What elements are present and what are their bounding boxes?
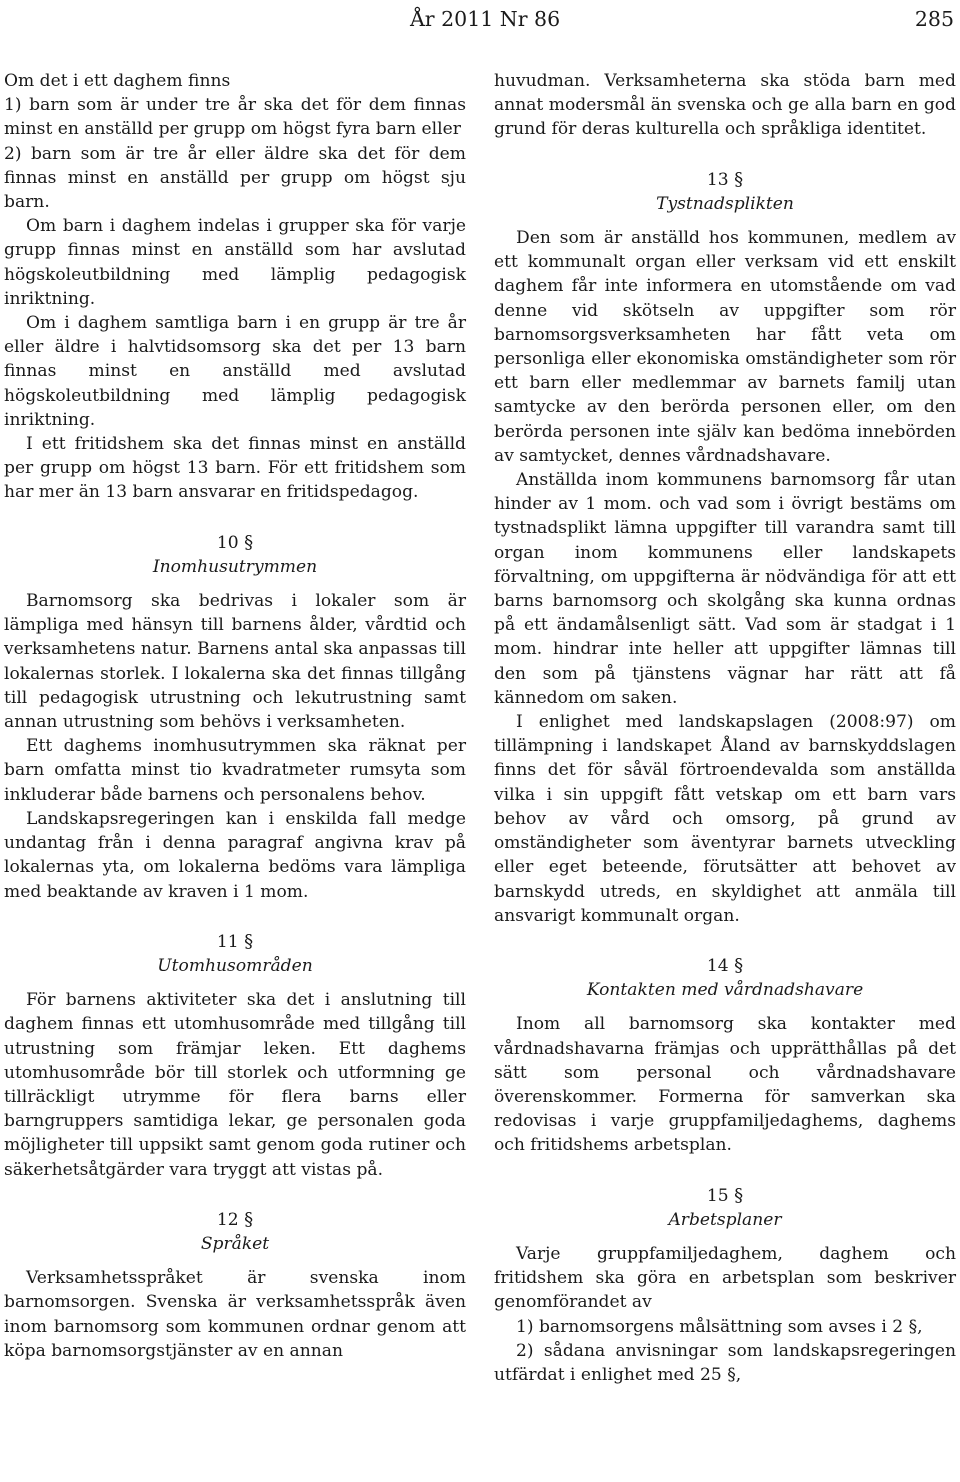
paragraph: Den som är anställd hos kommunen, medlem av ett kommunalt organ eller verksam vid ett enskilt daghem får inte informera en utomstående om vad denne vid skötseln av uppgifter som rör barnomsorgsverksamheten har fått veta om personliga eller ekonomiska omständigheter som rör ett barn eller medlemmar av barnets familj utan samtycke av den berörda personen eller, om den berörda personen inte själv kan bedöma innebörden av samtycket, dennes vårdnadshavare. [494, 228, 956, 466]
paragraph: 1) barn som är under tre år ska det för dem finnas minst en anställd per grupp om högst fyra barn eller [4, 95, 466, 140]
paragraph: Om i daghem samtliga barn i en grupp är tre år eller äldre i halvtidsomsorg ska det per 13 barn finnas minst en anställd med avslutad högskoleutbildning med lämplig pedagogisk inriktning. [4, 313, 466, 430]
section-title: Språket [200, 1233, 270, 1254]
running-title: År 2011 Nr 86 [410, 7, 561, 31]
paragraph: Landskapsregeringen kan i enskilda fall medge undantag från i denna paragraf angivna krav på lokalernas yta, om lokalerna bedöms vara lämpliga med beaktande av kraven i 1 mom. [4, 808, 466, 902]
paragraph: huvudman. Verksamheterna ska stöda barn med annat modersmål än svenska och ge alla barn en god grund för deras kulturella och språkliga identitet. [494, 71, 956, 140]
section-number: 10 [216, 532, 239, 553]
section-sign-icon: § [734, 954, 744, 976]
paragraph: Verksamhetsspråket är svenska inom barnomsorgen. Svenska är verksamhetsspråk även inom barnomsorg som kommunen ordnar genom att köpa barnomsorgstjänster av en annan [4, 1268, 466, 1361]
section-sign-icon: § [244, 1208, 254, 1230]
section-number: 15 [706, 1185, 729, 1206]
list-item: 1) barnomsorgens målsättning som avses i 2 §, [516, 1316, 923, 1337]
page-header [0, 6, 960, 32]
section-title: Arbetsplaner [668, 1209, 782, 1230]
section-number: 13 [706, 169, 729, 190]
section-title: Inomhusutrymmen [152, 556, 318, 577]
section-heading-15 [494, 1184, 956, 1208]
paragraph: 2) barn som är tre år eller äldre ska det för dem finnas minst en anställd per grupp om högst sju barn. [4, 143, 466, 213]
section-number: 11 [216, 931, 239, 952]
section-title: Kontakten med vårdnadshavare [586, 980, 864, 1001]
paragraph: Om det i ett daghem finns [4, 71, 231, 91]
paragraph: För barnens aktiviteter ska det i anslutning till daghem finnas ett utomhusområde med tillgång till utrustning som främjar leken. Ett daghems utomhusområde bör till storlek och utformning ge tillräckligt utrymme för flera barns eller barngruppers samtidiga lekar, ge personalen goda möjligheter till uppsikt samt genom goda rutiner och säkerhetsåtgärder vara tryggt att vistas på. [4, 990, 466, 1180]
section-title: Utomhusområden [157, 955, 313, 976]
right-column [494, 69, 956, 1387]
section-title: Tystnadsplikten [656, 193, 794, 214]
paragraph: I enlighet med landskapslagen (2008:97) om tillämpning i landskapet Åland av barnskyddslagen finns det för såväl förtroendevalda som anställda vilka i sin uppgift fått vetskap om ett barn vars behov av vård och omsorg, på grund av omständigheter som äventyrar barnets utveckling eller eget beteende, förutsätter att behovet av barnskydd utreds, en skyldighet att anmäla till ansvarigt kommunalt organ. [494, 712, 956, 926]
section-sign-icon: § [734, 168, 744, 190]
paragraph: Om barn i daghem indelas i grupper ska för varje grupp finnas minst en anställd som har avslutad högskoleutbildning med lämplig pedagogisk inriktning. [4, 216, 466, 309]
paragraph: Ett daghems inomhusutrymmen ska räknat per barn omfatta minst tio kvadratmeter rumsyta som inkluderar både barnens och personalens behov. [4, 736, 466, 805]
section-sign-icon: § [244, 930, 254, 952]
paragraph: Inom all barnomsorg ska kontakter med vårdnadshavarna främjas och upprätthållas på det sätt som personal och vårdnadshavare överenskommer. Formerna för samverkan ska redovisas i varje gruppfamiljedaghems, daghems och fritidshems arbetsplan. [494, 1014, 956, 1156]
paragraph: I ett fritidshem ska det finnas minst en anställd per grupp om högst 13 barn. För ett fritidshem som har mer än 13 barn ansvarar en fritidspedagog. [4, 434, 466, 503]
section-heading-14 [494, 954, 956, 978]
list-item: 2) sådana anvisningar som landskapsregeringen utfärdat i enlighet med 25 §, [494, 1340, 956, 1385]
page-number: 285 [914, 7, 954, 31]
paragraph: Anställda inom kommunens barnomsorg får utan hinder av 1 mom. och vad som i övrigt bestäms om tystnadsplikt lämna uppgifter till varandra samt till organ inom kommunens eller landskapets förvaltning, om uppgifterna är nödvändiga för att ett barns barnomsorg och skolgång ska kunna ordnas på ett ändamålsenligt sätt. Vad som är stadgat i 1 mom. hindrar inte heller att uppgifter lämnas till den som på tjänstens vägnar har rätt att få kännedom om saken. [494, 470, 956, 708]
paragraph: Varje gruppfamiljedaghem, daghem och fritidshem ska göra en arbetsplan som beskriver genomförandet av [494, 1243, 956, 1313]
paragraph: Barnomsorg ska bedrivas i lokaler som är lämpliga med hänsyn till barnens ålder, vårdtid och verksamhetens natur. Barnens antal ska anpassas till lokalernas storlek. I lokalerna ska det finnas tillgång till pedagogisk utrustning och lekutrustning samt annan utrustning som behövs i verksamheten. [4, 591, 466, 733]
section-number: 12 [216, 1209, 239, 1230]
section-heading-12 [4, 1208, 466, 1232]
section-heading-13 [494, 168, 956, 192]
section-sign-icon: § [734, 1184, 744, 1206]
section-sign-icon: § [244, 531, 254, 553]
section-number: 14 [706, 955, 729, 976]
section-heading-11 [4, 930, 466, 954]
section-heading-10 [4, 531, 466, 555]
left-column [4, 69, 466, 1363]
